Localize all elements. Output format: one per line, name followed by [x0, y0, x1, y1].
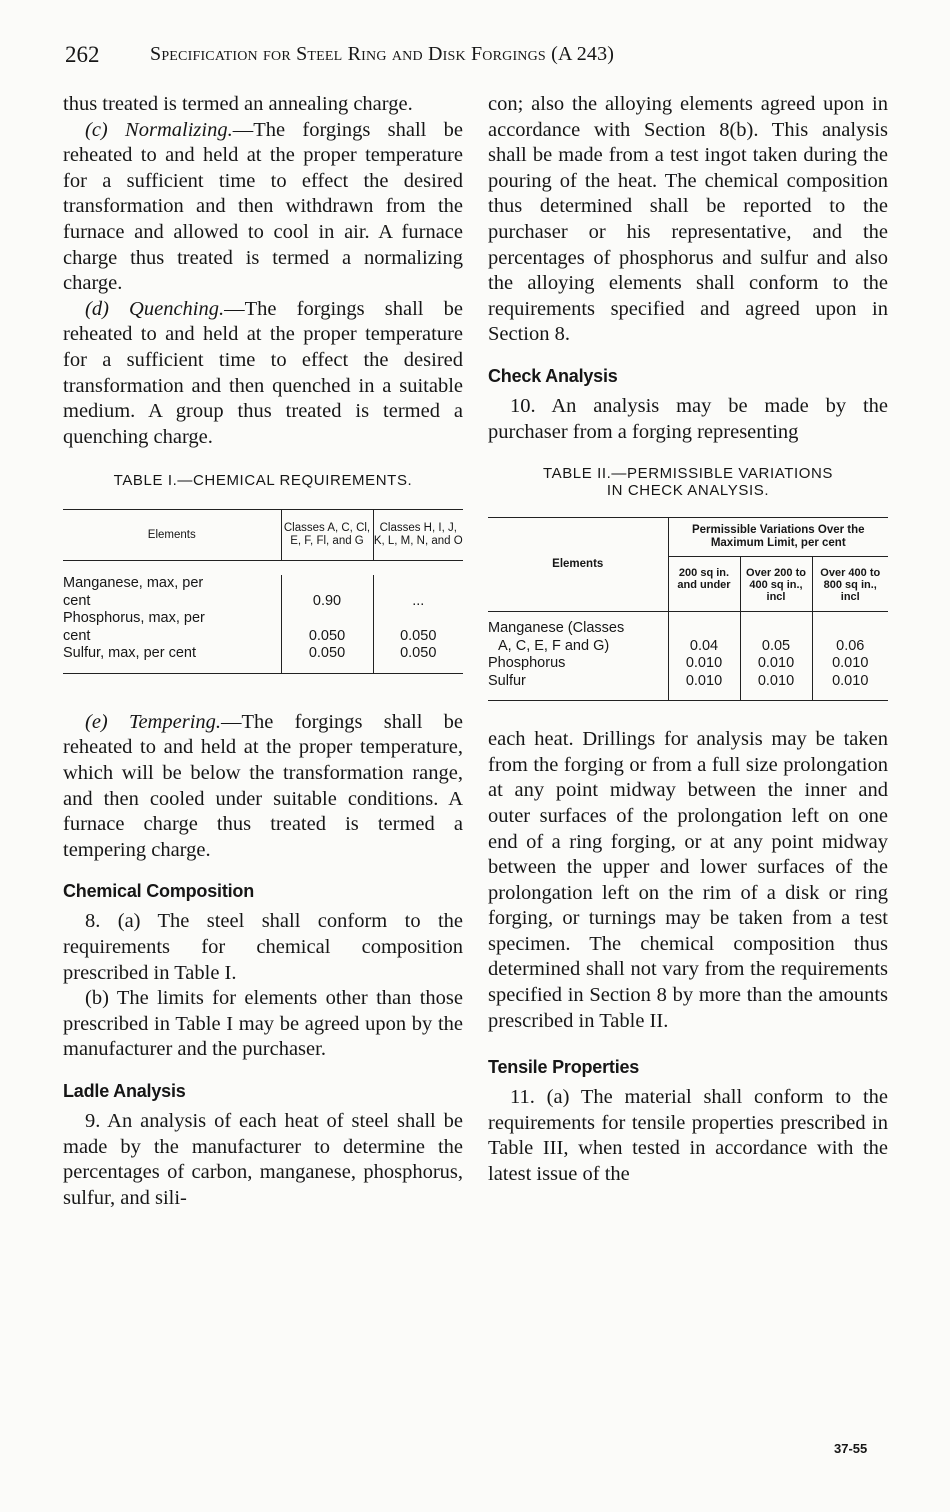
table2-caption-line2: IN CHECK ANALYSIS.	[606, 482, 770, 500]
page-header	[65, 42, 895, 72]
section-9-continuation: con; also the alloying elements agreed upon in accordance with Section 8(b). This analysis shall be made from a test ingot taken during the pouring of the heat. The chemical composition thus determined shall be reported to the purchaser or his representative, and the percentages of phosphorus and sulfur and also the alloying elements shall conform to the requirements specified and agreed upon in Section 8.	[488, 93, 888, 346]
page-number: 262	[65, 42, 100, 67]
row-label: Manganese (Classes	[488, 620, 625, 637]
row-label: Sulfur, max, per cent	[63, 645, 196, 662]
tensile-properties-heading: Tensile Properties	[488, 1057, 640, 1078]
row-label: Phosphorus, max, per	[63, 610, 205, 627]
value-cell: 0.06	[836, 637, 865, 654]
section-8b-paragraph: (b) The limits for elements other than those prescribed in Table I may be agreed upon by the manufacturer and the purchaser.	[63, 987, 463, 1061]
table2-col-range2: Over 200 to 400 sq in., incl	[740, 557, 812, 612]
value-cell: 0.010	[685, 655, 723, 672]
check-analysis-heading: Check Analysis	[488, 365, 618, 386]
normalizing-label: (c) Normalizing.	[85, 118, 233, 141]
quenching-text: —The forgings shall be reheated to and held at the proper temperature for a sufficient time to effect the desired transformation and then quenched in a suitable medium. A group thus treated is termed a quenching charge.	[63, 297, 463, 448]
normalizing-text: —The forgings shall be reheated to and held at the proper temperature for a sufficient time to effect the desired transformation and then withdrawn from the furnace and allowed to cool in air. A furnace charge thus treated is termed a normalizing charge.	[63, 118, 463, 295]
value-cell: 0.050	[308, 645, 346, 662]
value-cell: 0.010	[832, 655, 869, 672]
table1-col-classes-a: Classes A, C, Cl, E, F, Fl, and G	[281, 510, 373, 561]
table-row	[488, 673, 888, 701]
table2	[488, 518, 888, 700]
normalizing-paragraph	[63, 118, 463, 297]
value-cell: 0.010	[832, 672, 869, 689]
ladle-analysis-heading: Ladle Analysis	[63, 1080, 186, 1101]
annealing-paragraph-end: thus treated is termed an annealing charge.	[63, 93, 413, 115]
table-row	[63, 645, 463, 673]
value-cell: 0.010	[685, 672, 723, 689]
section-11-paragraph: 11. (a) The material shall conform to the requirements for tensile properties prescribed in Table III, when tested in accordance with the latest issue of the	[488, 1086, 888, 1186]
section-9-paragraph: 9. An analysis of each heat of steel shall be made by the manufacturer to determine the percentages of carbon, manganese, phosphorus, sulfur, and sili-	[63, 1109, 463, 1209]
value-cell: ...	[412, 592, 425, 609]
value-cell: 0.050	[308, 627, 346, 644]
table2-group-header: Permissible Variations Over the Maximum Limit, per cent	[668, 518, 888, 557]
quenching-label: (d) Quenching.	[85, 297, 225, 320]
value-cell: 0.010	[757, 672, 795, 689]
left-column	[63, 92, 463, 1211]
table2-col-range1: 200 sq in. and under	[668, 557, 740, 612]
tempering-paragraph	[63, 710, 463, 864]
section-10-paragraph: 10. An analysis may be made by the purchaser from a forging representing	[488, 394, 888, 443]
value-cell: 0.050	[400, 627, 437, 644]
value-cell: 0.010	[757, 655, 795, 672]
table2-col-range3: Over 400 to 800 sq in., incl	[812, 557, 888, 612]
folio-code: 37-55	[834, 1441, 868, 1456]
right-column	[488, 92, 888, 1188]
quenching-paragraph	[63, 297, 463, 451]
table1-caption: TABLE I.—CHEMICAL REQUIREMENTS.	[113, 472, 413, 490]
table1	[63, 510, 463, 673]
table1-col-classes-h: Classes H, I, J, K, L, M, N, and O	[373, 510, 463, 561]
table-row	[488, 612, 888, 656]
chemical-composition-heading: Chemical Composition	[63, 881, 255, 902]
table-row	[63, 575, 463, 610]
row-label: Sulfur	[488, 672, 526, 689]
table1-col-elements: Elements	[147, 528, 196, 541]
value-cell: 0.90	[312, 592, 342, 609]
table1-header-row	[63, 510, 463, 561]
section-8a-paragraph: 8. (a) The steel shall conform to the requirements for chemical composition prescribed in Table I.	[63, 910, 463, 984]
table2-caption-line1: TABLE II.—PERMISSIBLE VARIATIONS	[542, 465, 834, 483]
row-label-cont: cent	[63, 592, 91, 609]
table-row	[488, 655, 888, 673]
row-label: Manganese, max, per	[63, 575, 204, 592]
value-cell: 0.04	[689, 637, 719, 654]
tempering-text: —The forgings shall be reheated to and held at the proper temperature, which will be below the transformation range, and then cooled under suitable conditions. A furnace charge thus treated is termed a tempering charge.	[63, 710, 463, 861]
table2-header-row	[488, 518, 888, 557]
running-title: Specification for Steel Ring and Disk Forgings (A 243)	[150, 43, 615, 65]
value-cell: 0.05	[761, 637, 791, 654]
row-label: Phosphorus	[488, 655, 566, 672]
table2-col-elements: Elements	[488, 518, 668, 612]
value-cell: 0.050	[400, 645, 437, 662]
tempering-label: (e) Tempering.	[85, 710, 222, 733]
row-label-cont: cent	[63, 627, 91, 644]
row-label-cont: A, C, E, F and G)	[498, 637, 610, 654]
section-10-continuation: each heat. Drillings for analysis may be taken from the forging or from a full size prolongation at any point midway between the inner and outer surfaces of the prolongation left on one end of a ring forging, or at any point midway between the upper and lower surfaces of the prolongation left on the rim of a disk or ring forging, or turnings may be taken from a test specimen. The chemical composition thus determined shall not vary from the requirements specified in Section 8 by more than the amounts prescribed in Table II.	[488, 728, 888, 1032]
table-row	[63, 610, 463, 645]
